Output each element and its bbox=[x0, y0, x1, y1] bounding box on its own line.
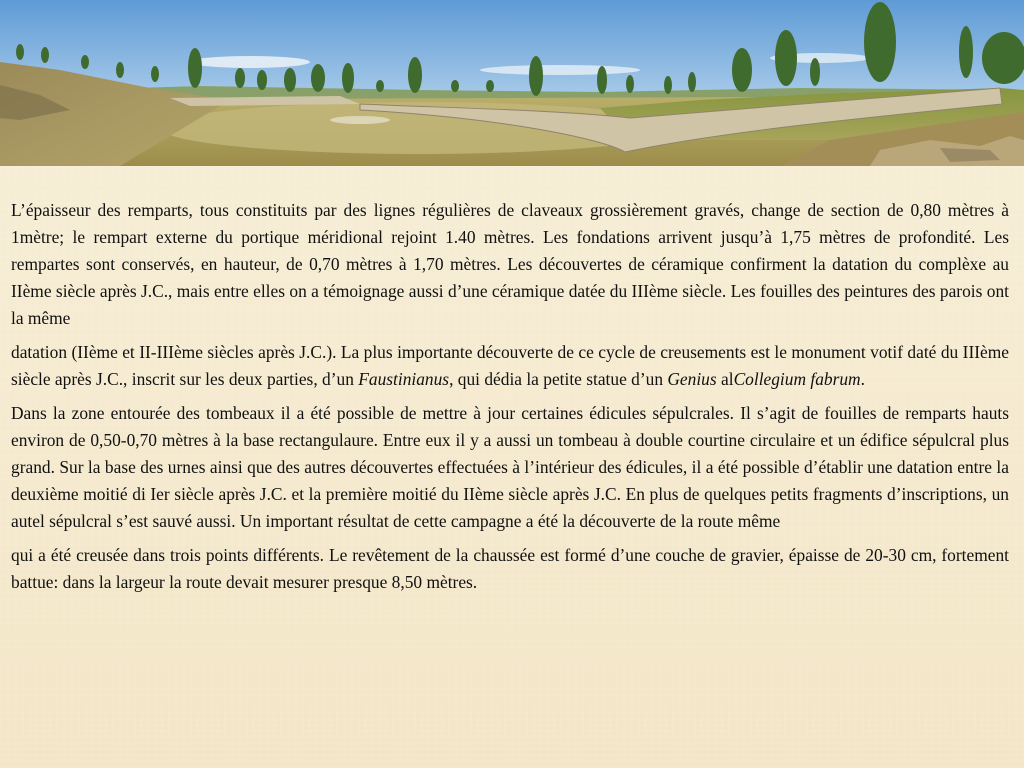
name-faustinianus: Faustinianus bbox=[358, 369, 450, 389]
paragraph-1: L’épaisseur des remparts, tous constituits par des lignes régulières de claveaux grossièrement gravés, change de section de 0,80 mètres à 1mètre; le rempart externe du portique méridional rejoint 1.40 mètres. Les fondations arrivent jusqu’à 1,75 mètres de profondité. Les rempartes sont conservés, en hauteur, de 0,70 mètres à 1,70 mètres. Les découvertes de céramique confirment la datation du complèxe au IIème siècle après J.C., mais entre elles on a témoignage aussi d’une céramique datée du IIIème siècle. Les fouilles des peintures des parois ont la même bbox=[11, 200, 1009, 328]
paragraph-3: Dans la zone entourée des tombeaux il a été possible de mettre à jour certaines édicules sépulcrales. Il s’agit de fouilles de remparts hauts environ de 0,50-0,70 mètres à la base rectangulaure. Entre eux il y a aussi un tombeau à double courtine circulaire et un édifice sépulcral plus grand. Sur la base des urnes ainsi que des autres découvertes effectuées à l’intérieur des édicules, il a été possible d’établir une datation entre la deuxième moitié di Ier siècle après J.C. et la première moitié du IIème siècle après J.C. En plus de quelques petits fragments d’inscriptions, un autel sépulcral s’est sauvé aussi. Un important résultat de cette campagne a été la découverte de la route même bbox=[11, 403, 1009, 531]
paragraph-2 bbox=[11, 339, 1009, 393]
name-collegium-fabrum: Collegium fabrum bbox=[733, 369, 861, 389]
name-genius: Genius bbox=[667, 369, 717, 389]
paragraph-2-text-a: datation (IIème et II-IIIème siècles après J.C.). La plus importante découverte de ce cycle de creusements est le monument votif daté du IIIème siècle après J.C., inscrit sur les deux parties, d’un bbox=[11, 342, 1009, 389]
paragraph-2-text-d: . bbox=[860, 369, 865, 389]
amphitheater-panorama-photo bbox=[0, 0, 1024, 166]
body-text bbox=[11, 197, 1009, 603]
paragraph-2-text-b: , qui dédia la petite statue d’un bbox=[449, 369, 668, 389]
paragraph-2-text-c: al bbox=[716, 369, 734, 389]
paragraph-4: qui a été creusée dans trois points différents. Le revêtement de la chaussée est formé d’une couche de gravier, épaisse de 20-30 cm, fortement battue: dans la largeur la route devait mesurer presque 8,50 mètres. bbox=[11, 545, 1009, 592]
